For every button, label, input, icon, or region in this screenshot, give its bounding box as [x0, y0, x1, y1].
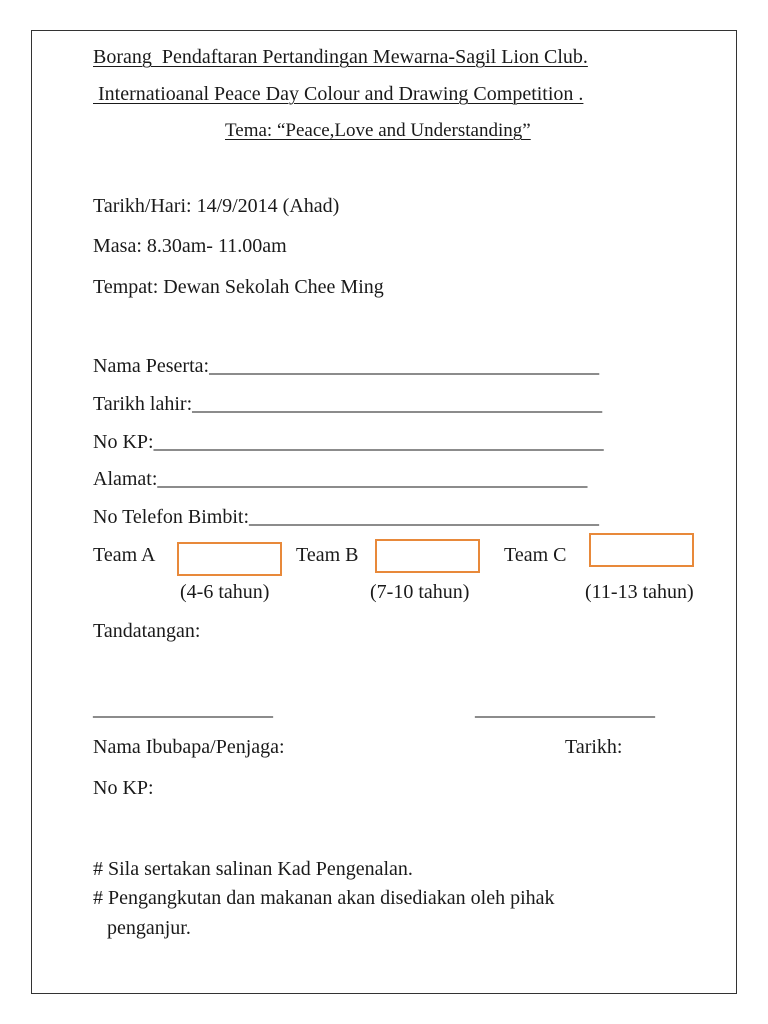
guardian-ic-label: No KP:	[93, 777, 154, 799]
event-date: Tarikh/Hari: 14/9/2014 (Ahad)	[93, 195, 340, 217]
guardian-name-label: Nama Ibubapa/Penjaga:	[93, 736, 285, 758]
team-c-age: (11-13 tahun)	[585, 581, 694, 603]
date-line[interactable]: __________________	[475, 698, 655, 720]
note-ic-copy: # Sila sertakan salinan Kad Pengenalan.	[93, 858, 413, 880]
address-field[interactable]: Alamat:___________________________________________	[93, 468, 588, 490]
signature-line[interactable]: __________________	[93, 698, 273, 720]
theme-title: Tema: “Peace,Love and Understanding”	[225, 120, 531, 141]
form-title: Borang Pendaftaran Pertandingan Mewarna-Sagil Lion Club.	[93, 46, 588, 68]
team-c-checkbox[interactable]	[589, 533, 694, 567]
event-venue: Tempat: Dewan Sekolah Chee Ming	[93, 276, 384, 298]
team-c-label: Team C	[504, 544, 567, 566]
participant-name-field[interactable]: Nama Peserta:_______________________________________	[93, 355, 600, 377]
signature-label: Tandatangan:	[93, 620, 201, 642]
event-time: Masa: 8.30am- 11.00am	[93, 235, 287, 257]
phone-field[interactable]: No Telefon Bimbit:___________________________________	[93, 506, 599, 528]
signature-date-label: Tarikh:	[565, 736, 623, 758]
ic-number-field[interactable]: No KP:_____________________________________________	[93, 431, 604, 453]
team-a-label: Team A	[93, 544, 156, 566]
team-b-age: (7-10 tahun)	[370, 581, 470, 603]
team-a-age: (4-6 tahun)	[180, 581, 270, 603]
team-b-label: Team B	[296, 544, 359, 566]
team-a-checkbox[interactable]	[177, 542, 282, 576]
team-b-checkbox[interactable]	[375, 539, 480, 573]
competition-title: Internatioanal Peace Day Colour and Drawing Competition .	[93, 83, 584, 105]
note-transport: # Pengangkutan dan makanan akan disediakan oleh pihak	[93, 887, 555, 909]
note-transport-cont: penganjur.	[107, 917, 191, 939]
dob-field[interactable]: Tarikh lahir:_________________________________________	[93, 393, 603, 415]
